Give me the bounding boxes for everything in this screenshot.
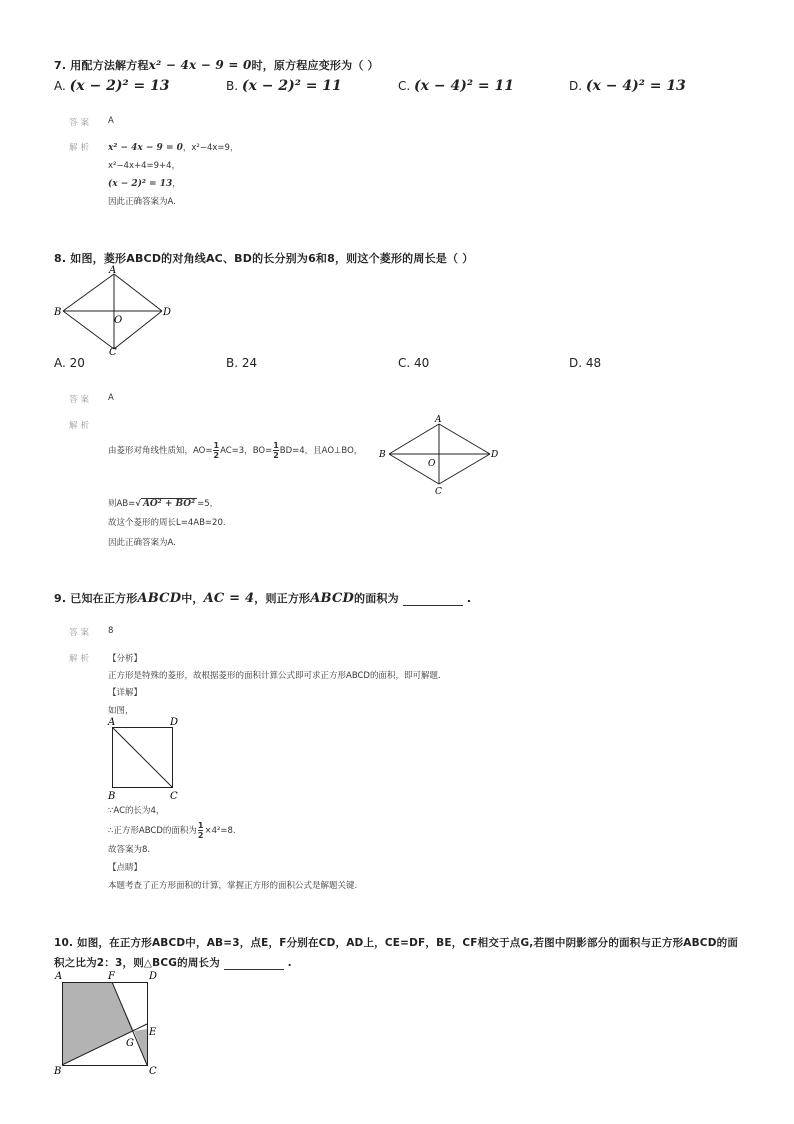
q8-solution-line3: 故这个菱形的周长L=4AB=20. xyxy=(108,518,226,528)
q10-label-b: B xyxy=(54,1066,62,1076)
q7-option-c: C. (x − 4)² = 11 xyxy=(398,78,514,94)
q8-solution-line1: 由菱形对角线性质知，AO= $\frac{1}{2}$ AC=3，BO= $\frac{1}{2}$ BD=4，且AO⊥BO， xyxy=(108,441,363,460)
q7-equation: x² − 4x − 9 = 0 xyxy=(148,58,252,72)
q7-stem: 7. 用配方法解方程x² − 4x − 9 = 0时，原方程应变形为（ ） xyxy=(54,58,379,72)
q9-comment-text: 本题考查了正方形面积的计算，掌握正方形的面积公式是解题关键. xyxy=(108,881,358,891)
q8-label-a: A xyxy=(109,265,117,276)
q10-label-c: C xyxy=(149,1066,157,1076)
q9-detail-head: 【详解】 xyxy=(108,688,143,698)
q10-shaded-region xyxy=(62,982,134,1065)
q7-solution-line3: (x − 2)² = 13， xyxy=(108,179,181,189)
q7-option-b: B. (x − 2)² = 11 xyxy=(226,78,342,94)
q8-answer-value: A xyxy=(108,393,114,403)
q9-answer-blank[interactable] xyxy=(403,595,463,606)
q9-analysis-head: 【分析】 xyxy=(108,654,143,664)
q9-analysis-text: 正方形是特殊的菱形，故根据菱形的面积计算公式即可求正方形ABCD的面积，即可解题. xyxy=(108,671,441,681)
q7-solution-line2: x²−4x+4=9+4， xyxy=(108,161,181,171)
q8-stem: 8. 如图，菱形ABCD的对角线AC、BD的长分别为6和8，则这个菱形的周长是（ ） xyxy=(54,252,474,265)
q8-label-b: B xyxy=(54,307,62,318)
q7-solution-line4: 因此正确答案为A. xyxy=(108,197,176,207)
q8-solution-line2: 则AB=√ AO² + BO² =5， xyxy=(108,499,219,509)
q9-conclusion: 故答案为8. xyxy=(108,845,151,855)
q9-because: ∵AC的长为4， xyxy=(108,806,165,816)
q8-sol-label-c: C xyxy=(435,487,442,497)
q10-label-f: F xyxy=(108,971,115,982)
q10-answer-blank[interactable] xyxy=(224,959,284,970)
q10-stem-line2: 积之比为2：3，则△BCG的周长为 . xyxy=(54,957,292,969)
q9-therefore: ∴正方形ABCD的面积为 $\frac{1}{2}$ ×4²=8. xyxy=(108,821,236,840)
q9-label-a: A xyxy=(108,717,116,728)
q10-square-figure xyxy=(50,968,162,1076)
q9-analysis-label: 解析 xyxy=(69,654,93,664)
q7-answer-value: A xyxy=(108,116,114,126)
q8-option-a: A. 20 xyxy=(54,356,85,370)
q8-label-o: O xyxy=(114,315,123,326)
q8-option-b: B. 24 xyxy=(226,356,258,370)
q7-option-d: D. (x − 4)² = 13 xyxy=(569,78,686,94)
q8-solution-line4: 因此正确答案为A. xyxy=(108,538,176,548)
q8-label-d: D xyxy=(163,307,172,318)
q9-label-c: C xyxy=(170,791,178,801)
q8-solution-rhombus-figure xyxy=(375,412,505,498)
q9-label-b: B xyxy=(108,791,116,801)
q9-answer-label: 答案 xyxy=(69,628,93,638)
q8-option-c: C. 40 xyxy=(398,356,430,370)
q10-label-g: G xyxy=(126,1038,134,1049)
q8-sol-label-d: D xyxy=(491,450,499,460)
q8-analysis-label: 解析 xyxy=(69,421,93,431)
q7-solution-line1: x² − 4x − 9 = 0，x²−4x=9， xyxy=(108,143,239,153)
q8-sol-label-b: B xyxy=(379,450,386,460)
q10-label-e: E xyxy=(149,1027,157,1038)
q10-label-d: D xyxy=(149,971,158,982)
q9-stem: 9. 已知在正方形ABCD中，AC = 4，则正方形ABCD的面积为 . xyxy=(54,591,472,606)
q7-answer-label: 答案 xyxy=(69,118,93,128)
q8-answer-label: 答案 xyxy=(69,395,93,405)
q7-analysis-label: 解析 xyxy=(69,143,93,153)
q8-sol-label-o: O xyxy=(428,459,436,469)
q9-answer-value: 8 xyxy=(108,626,114,636)
q8-label-c: C xyxy=(109,347,117,356)
q8-option-d: D. 48 xyxy=(569,356,602,370)
q9-square-figure xyxy=(104,715,184,801)
q10-label-a: A xyxy=(55,971,63,982)
q10-stem-line1: 10. 如图，在正方形ABCD中，AB=3，点E，F分别在CD，AD上，CE=DF，BE，CF相交于点G,若图中阴影部分的面积与正方形ABCD的面 xyxy=(54,937,739,949)
q7-option-a: A. (x − 2)² = 13 xyxy=(54,78,170,94)
q9-comment-head: 【点睛】 xyxy=(108,863,143,873)
q8-sol-label-a: A xyxy=(435,415,442,425)
q8-rhombus-figure xyxy=(52,264,174,356)
q9-as-figure: 如图， xyxy=(108,706,134,716)
q9-label-d: D xyxy=(170,717,179,728)
